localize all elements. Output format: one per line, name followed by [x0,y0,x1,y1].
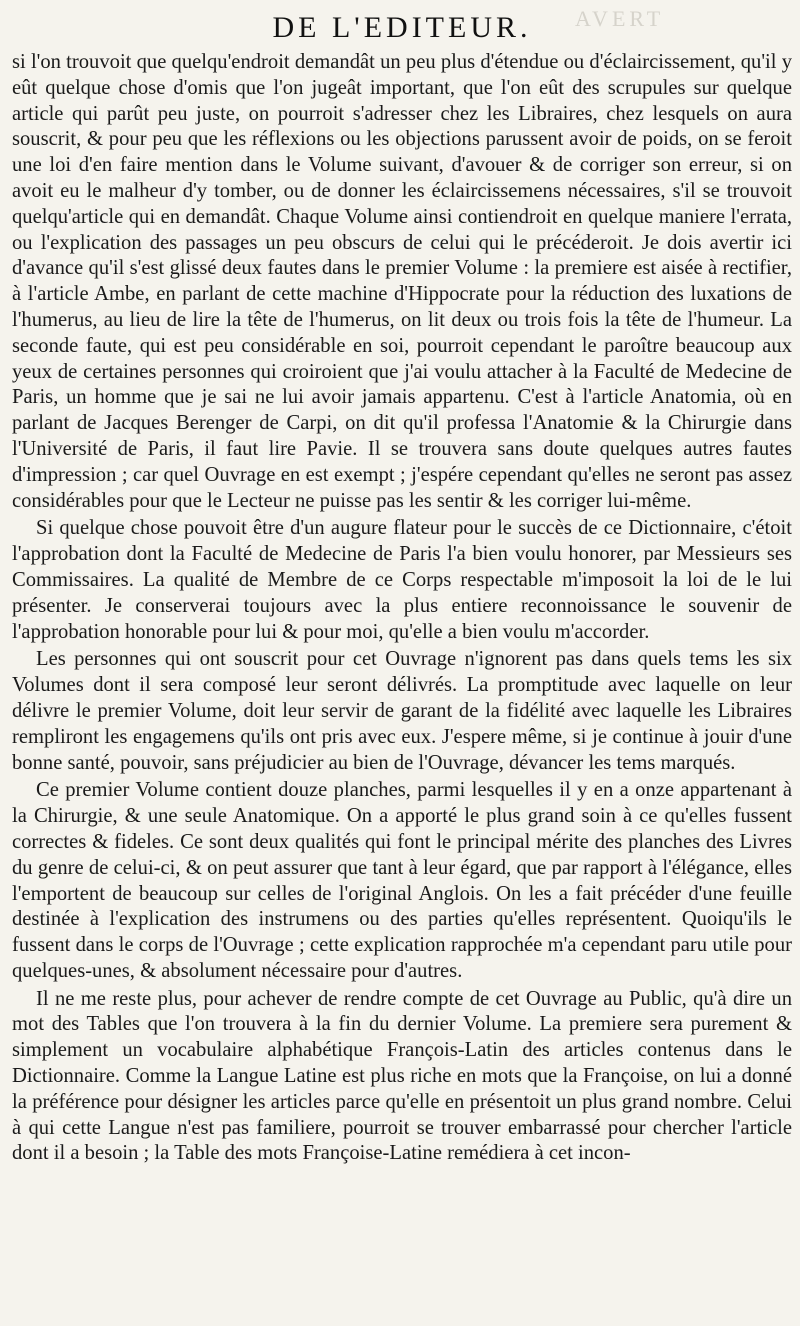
paragraph-5: Il ne me reste plus, pour achever de rendre compte de cet Ouvrage au Public, qu'à dire un mot des Tables que l'on trouvera à la fin du dernier Volume. La premiere sera purement & simplement un vocabulaire alphabétique François-Latin des articles contenus dans le Dictionnaire. Comme la Langue Latine est plus riche en mots que la Françoise, on lui a donné la préférence pour désigner les articles parce qu'elle en présentoit un plus grand nombre. Celui à qui cette Langue n'est pas familiere, pourroit se trouver embarrassé pour chercher l'article dont il a besoin ; la Table des mots Françoise-Latine remédiera à cet incon- [12,987,792,1165]
paragraph-1: si l'on trouvoit que quelqu'endroit demandât un peu plus d'étendue ou d'éclaircissement, qu'il y eût quelque chose d'omis que l'on jugeât important, que l'on eût des scrupules sur quelque article qui parût peu juste, on pourroit s'adresser chez les Libraires, chez lesquels on aura souscrit, & pour peu que les réflexions ou les objections parussent avoir de poids, on se feroit une loi d'en faire mention dans le Volume suivant, d'avouer & de corriger son erreur, si on avoit eu le malheur d'y tomber, ou de donner les éclaircissemens nécessaires, s'il se trouvoit quelqu'article qui en demandât. Chaque Volume ainsi contiendroit en quelque maniere l'errata, ou l'explication des passages un peu obscurs de celui qui le précéderoit. Je dois avertir ici d'avance qu'il s'est glissé deux fautes dans le premier Volume : la premiere est aisée à rectifier, à l'article Ambe, en parlant de cette machine d'Hippocrate pour la réduction des luxations de l'humerus, au lieu de lire la tête de l'humerus, on lit deux ou trois fois la tête de l'humeur. La seconde faute, qui est peu considérable en soi, pourroit cependant le paroître beaucoup aux yeux de certaines personnes qui croiroient que j'ai voulu attacher à la Faculté de Medecine de Paris, un homme que je sai ne lui avoir jamais appartenu. C'est à l'article Anatomia, où en parlant de Jacques Berenger de Carpi, on dit qu'il professa l'Anatomie & la Chirurgie dans l'Université de Paris, il faut lire Pavie. Il se trouvera sans doute quelques autres fautes d'impression ; car quel Ouvrage en est exempt ; j'espére cependant qu'elles ne seront pas assez considérables pour que le Lecteur ne puisse pas les sentir & les corriger lui-même. [12,51,792,512]
paragraph-4: Ce premier Volume contient douze planches, parmi lesquelles il y en a onze appartenant à la Chirurgie, & une seule Anatomique. On a apporté le plus grand soin à ce qu'elles fussent correctes & fideles. Ce sont deux qualités qui font le principal mérite des planches des Livres du genre de celui-ci, & on peut assurer que tant à leur égard, que par rapport à l'élégance, elles l'emportent de beaucoup sur celles de l'original Anglois. On les a fait précéder d'une feuille destinée à l'explication des instrumens ou des parties qu'elles représentent. Quoiqu'ils le fussent dans le corps de l'Ouvrage ; cette explication rapprochée m'a cependant paru utile pour quelques-unes, & absolument nécessaire pour d'autres. [12,779,792,982]
bleed-through-text: AVERT [575,6,665,31]
running-title: DE L'EDITEUR. [272,11,532,44]
paragraph-3: Les personnes qui ont souscrit pour cet Ouvrage n'ignorent pas dans quels tems les six Volumes dont il sera composé leur seront délivrés. La promptitude avec laquelle on leur délivre le premier Volume, doit leur servir de garant de la fidélité avec laquelle les Libraires rempliront les engagemens qu'ils ont pris avec eux. J'espere même, si je continue à jouir d'une bonne santé, pouvoir, sans préjudicier au bien de l'Ouvrage, dévancer les tems marqués. [12,648,792,774]
paragraph-2: Si quelque chose pouvoit être d'un augure flateur pour le succès de ce Dictionnaire, c'étoit l'approbation dont la Faculté de Medecine de Paris l'a bien voulu honorer, par Messieurs ses Commissaires. La qualité de Membre de ce Corps respectable m'imposoit la loi de le lui présenter. Je conserverai toujours avec la plus entiere reconnoissance le souvenir de l'approbation honorable pour lui & pour moi, qu'elle a bien voulu m'accorder. [12,517,792,643]
